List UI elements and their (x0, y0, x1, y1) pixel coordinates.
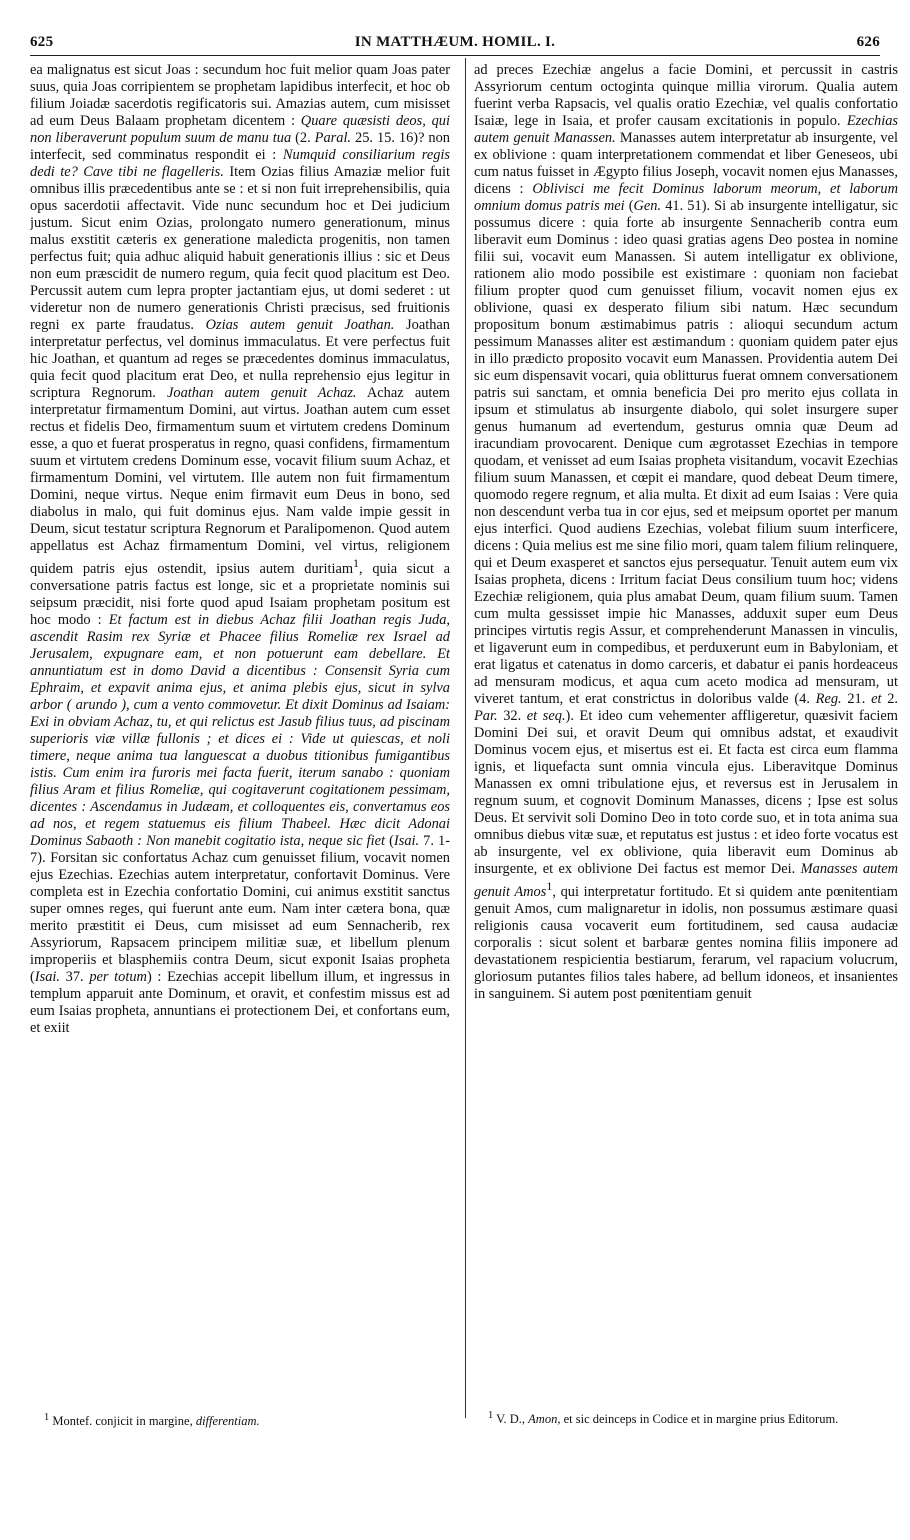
italic-run: Isai. (34, 968, 60, 985)
italic-run: Reg. (815, 691, 842, 707)
italic-run: et (871, 691, 882, 707)
text-run: Manasses autem interpretatur ab insurgente, vel ex oblivione : quam interpretationem commendat et liber Geneseos, ubi cum natus fuisset in Ægypto filius Joseph, vocavit nomen ejus Manasses, dicens : (474, 130, 898, 197)
running-header (30, 34, 880, 56)
text-run: 32. (497, 708, 527, 724)
right-column (474, 62, 898, 1422)
italic-run: et seq. (526, 708, 566, 724)
italic-run: Ozias autem genuit Joathan. (205, 317, 395, 333)
text-run: ( (385, 832, 394, 849)
text-run: 41. 51). Si ab insurgente intelligatur, sic possumus dicere : quia forte ab insurgente Sennacherib contra eum liberavit eum Dominus : ideo quasi gratias agens Deo postea in nomine filii sui, vocavit eum Manassen. Si autem intelligatur ex oblivione, rationem alio modo possibile est existimare : quoniam non faciebat filium propter quod cum genuisset filium, vocavit nomen ejus ex oblivione, quasi ex desperato filium sibi natum. Hæc secundum propositum bonum æstimabimus patris : alioqui secundum actum pessimum Manasses aliter est æstimandum : quoniam quidem pater ejus in illo prædicto proposito vocavit eum Manassen. Providentia autem Dei sic eum dispensavit vocari, quia oblitturus fuerat omnem conversationem patris sui sanctam, et omnia beneficia Dei pro merito ejus collata in ipsum et stimulatus ab insurgente diabolo, qui solet insurgere super genus humanum ad evertendum, gesturus omnia quæ Deum ad iracundiam provocarent. Denique cum ægrotasset Ezechias in tempore quodam, et venisset ad eum Isaias propheta visitandum, vocavit Ezechias filium suum Manassen, et cœpit ei mandare, quod debeat Deum timere, quomodo regere regnum, et alia multa. Et dixit ad eum Isaias : Vere quia non descendunt verba tua in cor ejus, sed et meipsum oportet per manum ejus interfici. Quod audiens Ezechias, volebat filium suum interficere, dicens : Quia melius est me sine filio mori, quam talem filium relinquere, qui et Deum exasperet et sanctos ejus persequatur. Tenuit autem eum vix Isaias propheta, dicens : Irritum faciat Deus consilium tuum hoc; videns Ezechiæ religionem, quia plus amabat Deum, quam filium suum. Tamen cum multa gessisset impie hic Manasses, adduxit super eum Deus principes virtutis regis Assur, et comprehenderunt Manassen in vinculis, et ligaverunt eum in compedibus, et perduxerunt eum in Babyloniam, et erat ligatus et catenatus in domo carceris, et dabatur ei panis hordeaceus ad mensuram modicus, et aqua cum aceto modica ad mensuram, ut viveret tantum, et erat constrictus in doloribus valde (4. (474, 198, 898, 707)
left-column-text (30, 62, 450, 1037)
text-run: ) : Ezechias accepit libellum illum, et ingressus in templum apparuit ante Dominum, et oravit, et confestim missus est ad eum Isaias propheta, annuntians ei protectionem Dei, et confortans eum, et exiit (30, 968, 450, 1036)
text-run: 37. (59, 968, 90, 985)
italic-run: Joathan autem genuit Achaz. (167, 385, 357, 401)
italic-run: per totum (89, 968, 147, 985)
text-run: ea malignatus est sicut Joas : secundum hoc fuit melior quam Joas pater suus, quia Joas corripientem se prophetam lapidibus interfecit, et hoc ob filium Joiadæ sacerdotis regificatoris sui. Amazias autem, cum misisset ad eum Deus Balaam prophetam dicentem : (30, 62, 450, 129)
text-run: ). Et ideo cum vehementer affligeretur, quæsivit faciem Domini Dei sui, et oravit Deum qui omnibus adstat, et exaudivit Dominus vocem ejus, et misertus est ei. Et facta est circa eum flamma ignis, et liquefacta sunt omnia vincula ejus. Liberavitque Dominus Manassen ex omni tribulatione ejus, et reversus est in Jerusalem in regnum suum, et cognovit Dominum Manasses, dicens ; Ipse est solus Deus. Et servivit soli Domino Deo in toto corde suo, et in tota anima sua omnibus diebus vitæ suæ, et reputatus est justus : et ideo forte vocatus est ab insurgente, vel ex oblivione, quia liberavit eum Dominus ab insurgente, et ex oblivione Dei factus est memor Dei. (474, 708, 898, 877)
text-run: V. D., (493, 1412, 529, 1427)
footnote-marker: 1 (546, 879, 553, 893)
text-run: 25. 15. 16)? non interfecit, sed comminatus respondit ei : (30, 130, 450, 163)
italic-run: Et factum est in diebus Achaz filii Joathan regis Juda, ascendit Rasim rex Syriæ et Phacee filius Romeliæ rex Israel ad Jerusalem, expugnare eam, et non potuerunt eam debellare. Et annuntiatum est in domo David a dicentibus : Consensit Syria cum Ephraim, et expavit anima ejus, et anima plebis ejus, sicut in sylva arbor ( arundo ), cum a vento commovetur. Et dixit Dominus ad Isaiam: Exi in obviam Achaz, tu, et qui relictus est Jasub filius tuus, ad piscinam superioris viæ villæ fullonis ; et dices ei : Vide ut quiescas, et noli timere, neque anima tua languescat a duobus titionibus fumigantibus istis. Cum enim ira furoris mei facta fuerit, iterum sanabo : quoniam filius Aram et filius Romeliæ, qui cogitaverunt cogitationem pessimam, dicentes : Ascendamus in Judæam, et colloquentes eis, convertamus eos ad nos, et regem statuemus eis filium Thabeel. Hæc dicit Adonai Dominus Sabaoth : Non manebit cogitatio ista, neque sic fiet (30, 611, 450, 849)
text-run: Joathan interpretatur perfectus, vel dominus immaculatus. Et vere perfectus fuit hic Joathan, et quantum ad reges se præcedentes dominus immaculatus, quia fecit quod placitum erat Deo, et nulla reprehensio ejus legitur in scriptura Regnorum. (30, 317, 450, 401)
text-run: 2. (881, 691, 898, 707)
text-run: Montef. conjicit in margine, (49, 1414, 196, 1429)
running-title: IN MATTHÆUM. HOMIL. I. (354, 34, 556, 50)
italic-run: Isai. (393, 832, 420, 849)
text-run: 21. (841, 691, 872, 707)
left-column (30, 62, 450, 1422)
footnote-marker: 1 (44, 1412, 50, 1423)
footnote-left (44, 1410, 444, 1429)
italic-run: Par. (474, 708, 498, 724)
italic-run: Numquid consiliarium regis dedi te? Cave tibi ne flagelleris. (30, 147, 450, 180)
italic-run: Amon, (528, 1412, 561, 1427)
text-run: Achaz autem interpretatur firmamentum Domini, aut virtus. Joathan autem cum esset rectus et fidelis Deo, firmamentum suum et virtutem credens Dominum esse, a quo et fuerat prosperatus in regno, quasi confidens, firmamentum suum et virtutem credens Dominum esse, vocavit filium suum Achaz, et firmamentum Domini, vel virtutem. Ille autem non fuit firmamentum Domini, neque virtus. Neque enim firmavit eum Deus in bono, sed diabolus in malo, qui fuit dominus ejus. Nam valde impie gessit in Deum, sicut testatur scriptura Regnorum et Paralipomenon. Quod autem appellatus est Achaz firmamentum Domini, vel virtus, religionem quidem patris ejus ostendit, ipsius autem duritiam (30, 385, 450, 577)
right-column-text (474, 62, 898, 1003)
page-number-left: 625 (30, 34, 54, 50)
text-run: , qui interpretatur fortitudo. Et si quidem ante pœnitentiam genuit Amos, cum malignaretur in idolis, non possumus æstimare quasi religionis causa vocaverit eum fortitudinem, sed causa audaciæ corporalis : sicut solent et barbaræ gentes nomina filiis imponere ad devastationem respicientia bestiarum, ferarum, vel rapacium volucrum, gloriosum putantes filios tales habere, ad bellum idoneos, et insanientes in sanguinem. Si autem post pœnitentiam genuit (474, 883, 898, 1002)
text-run: 7. 1-7). Forsitan sic confortatus Achaz cum genuisset filium, vocavit nomen ejus Ezechias. Ezechias autem interpretatur, confortavit Dominus. Vere completa est in Ezechia confortatio Domini, cui animus exstitit sanctus super omnes reges, qui fuerunt ante eum. Nam inter cætera bona, quæ merito præstitit ei Deus, cum misisset ad eum Sennacherib, rex Assyriorum, Rapsacem principem militiæ suæ, et libellum plenum improperiis et blasphemiis contra Deum, sicut exponit Isaias propheta ( (30, 832, 450, 985)
text-run: (2. (291, 130, 315, 146)
column-divider (465, 58, 466, 1418)
footnote-marker: 1 (488, 1410, 494, 1421)
footnote-right (488, 1408, 888, 1427)
text-run: ( (624, 198, 634, 214)
text-run: , quia sicut a conversatione patris factus est longe, sic et a proprietate nominis sui seipsum præcidit, nisi forte quod apud Isaiam prophetam positum est hoc modo : (30, 560, 450, 628)
text-run: Item Ozias filius Amaziæ melior fuit omnibus illis præcedentibus ante se : et si non fuit irreprehensibilis, quia opus sacerdotii affectavit. Vide nunc secundum hoc et Dei judicium justum. Sicut enim Ozias, prolongato numero generationum, minus malus exstitit cæteris ex generatione maledicta progenitis, non tamen perfectus fuit; quia adhuc aliquid habuit generationis illius : sic et Deus non eum præscidit de numero regum, quia fecit quod placitum est Deo. Percussit autem cum lepra propter jactantiam ejus, ut domi sederet : ut videretur non de numero generationis Christi præcisus, sed fruitionis regni ex parte fraudatus. (30, 164, 450, 333)
italic-run: differentiam. (195, 1414, 260, 1429)
footnote-marker: 1 (353, 556, 360, 570)
text-run: et sic deinceps in Codice et in margine prius Editorum. (560, 1412, 839, 1427)
italic-run: Quare quæsisti deos, qui non liberaverunt populum suum de manu tua (30, 113, 450, 146)
italic-run: Manasses autem genuit Amos (474, 861, 898, 900)
header-rule (30, 55, 880, 56)
italic-run: Ezechias autem genuit Manassen. (474, 113, 898, 146)
italic-run: Oblivisci me fecit Dominus laborum meorum, et laborum omnium domus patris mei (474, 181, 898, 214)
text-run: ad preces Ezechiæ angelus a facie Domini, et percussit in castris Assyriorum centum octoginta quinque millia virorum. Qualia autem fuerint verba Rapsacis, vel qualis oratio Ezechiæ, vel qualis confortatio Isaiæ, lege in Isaia, et profer causam excitationis in populo. (474, 62, 898, 129)
italic-run: Gen. (633, 198, 662, 214)
page-number-right: 626 (856, 34, 880, 50)
italic-run: Paral. (314, 130, 352, 146)
